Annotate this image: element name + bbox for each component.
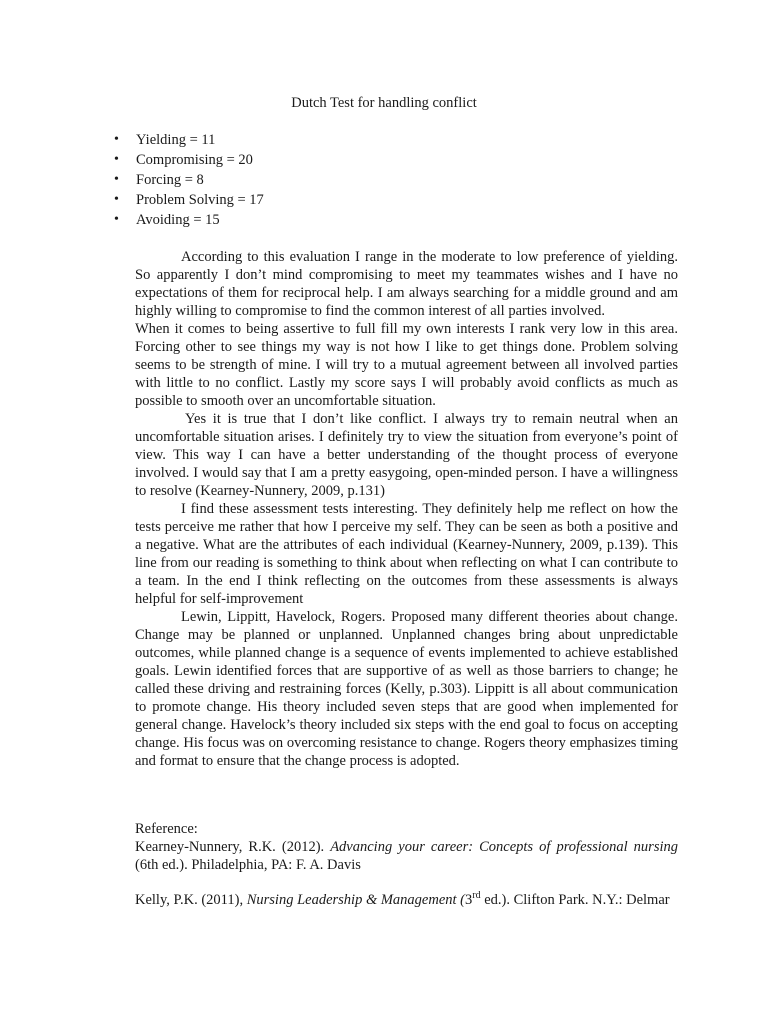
reference-publisher: (6th ed.). Philadelphia, PA: F. A. Davis xyxy=(135,857,361,873)
references-section xyxy=(135,820,678,909)
paragraph-conflict: Yes it is true that I don’t like conflict. I always try to remain neutral when an uncomfortable situation arises. I definitely try to view the situation from everyone’s point of view. This way I can have a better understanding of the thought process of everyone involved. I would say that I am a pretty easygoing, open-minded person. I have a willingness to resolve (Kearney-Nunnery, 2009, p.131) xyxy=(135,411,678,499)
score-item-yielding: • Yielding = 11 xyxy=(112,130,264,150)
reference-edition-number: 3 xyxy=(465,892,473,908)
reference-title: Nursing Leadership & Management ( xyxy=(246,892,465,908)
paragraph-assessments: I find these assessment tests interesting. They definitely help me reflect on how the tests perceive me rather that how I perceive my self. They can be seen as both a positive and a negative. What are the attributes of each individual (Kearney-Nunnery, 2009, p.139). This line from our reading is something to think about when reflecting on what I can contribute to a team. In the end I think reflecting on the outcomes from these assessments is always helpful for self-improvement xyxy=(135,501,678,607)
reference-edition-suffix: rd xyxy=(472,890,481,902)
paragraph-assertiveness: When it comes to being assertive to full fill my own interests I rank very low in this area. Forcing other to see things my way is not how I like to get things done. Problem solving seems to be strength of mine. I will try to a mutual agreement between all involved parties with little to no conflict. Lastly my score says I will probably avoid conflicts as much as possible to smooth over an uncomfortable situation. xyxy=(135,321,678,409)
reference-authors: Kearney-Nunnery, R.K. (2012). xyxy=(135,839,331,855)
reference-authors: Kelly, P.K. (2011), xyxy=(135,892,247,908)
document-title: Dutch Test for handling conflict xyxy=(291,95,477,111)
score-item-compromising: • Compromising = 20 xyxy=(112,150,264,170)
reference-publisher: ed.). Clifton Park. N.Y.: Delmar xyxy=(480,892,670,908)
paragraph-evaluation: According to this evaluation I range in the moderate to low preference of yielding. So apparently I don’t mind compromising to meet my teammates wishes and I have no expectations of them for reciprocal help. I am always searching for a middle ground and am highly willing to compromise to find the common interest of all parties involved. xyxy=(135,249,678,319)
score-item-problem-solving: • Problem Solving = 17 xyxy=(112,190,264,210)
reference-title: Advancing your career: Concepts of professional nursing xyxy=(330,839,678,855)
score-item-avoiding: • Avoiding = 15 xyxy=(112,210,264,230)
score-list xyxy=(112,130,264,230)
document-body xyxy=(135,248,678,770)
reference-kelly xyxy=(135,891,678,909)
score-item-forcing: • Forcing = 8 xyxy=(112,170,264,190)
reference-kearney-nunnery xyxy=(135,838,678,874)
paragraph-change-theories: Lewin, Lippitt, Havelock, Rogers. Proposed many different theories about change. Change may be planned or unplanned. Unplanned changes bring about unpredictable outcomes, while planned change is a sequence of events implemented to achieve established goals. Lewin identified forces that are supportive of as well as those barriers to change; he called these driving and restraining forces (Kelly, p.303). Lippitt is all about communication to promote change. His theory included seven steps that are good when implemented for general change. Havelock’s theory included six steps with the end goal to focus on accepting change. His focus was on overcoming resistance to change. Rogers theory emphasizes timing and format to ensure that the change process is adopted. xyxy=(135,609,678,769)
references-heading: Reference: xyxy=(135,821,198,837)
